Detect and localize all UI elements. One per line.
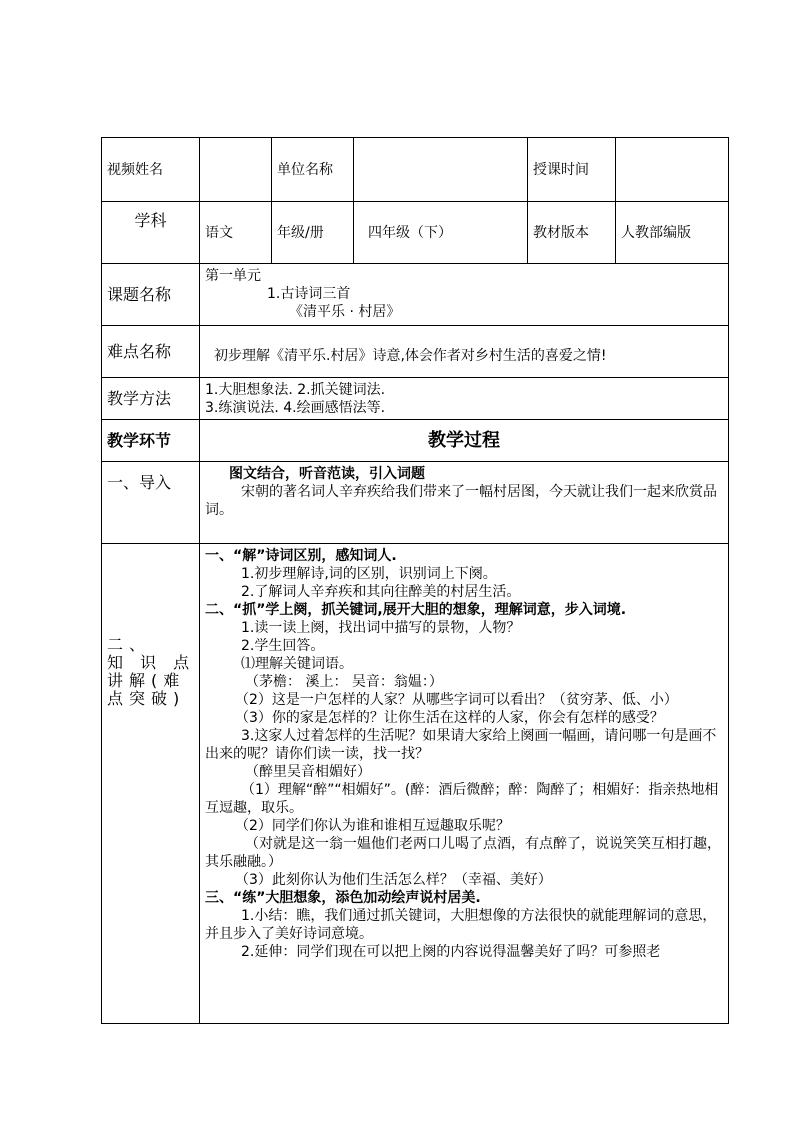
grade-label: 年级/册 xyxy=(272,202,354,264)
intro-label: 一、导入 xyxy=(102,462,200,544)
knowledge-lines xyxy=(205,547,723,1021)
row-method xyxy=(102,378,729,420)
knowledge-line: 2.学生回答。 xyxy=(241,638,325,654)
knowledge-line: 2.了解词人辛弃疾和其向往醉美的村居生活。 xyxy=(241,584,521,600)
grade-value: 四年级（下） xyxy=(354,202,528,264)
knowledge-label-line-4: 点突破) xyxy=(107,689,186,708)
lesson-plan-table xyxy=(101,137,729,1024)
knowledge-label-line-3: 讲解(难 xyxy=(107,671,186,690)
unit-name-label: 单位名称 xyxy=(272,138,354,202)
knowledge-line: 1.初步理解诗,词的区别，识别词上下阕。 xyxy=(241,566,497,582)
intro-text: 宋朝的著名词人辛弃疾给我们带来了一幅村居图，今天就让我们一起来欣赏品词。 xyxy=(205,484,717,518)
subject-label: 学科 xyxy=(102,202,200,264)
method-line-2: 3.练演说法. 4.绘画感悟法等. xyxy=(205,399,386,416)
process-header: 教学过程 xyxy=(200,420,729,462)
topic-label: 课题名称 xyxy=(102,264,200,326)
knowledge-line: （2）同学们你认为谁和谁相互逗趣取乐呢？ xyxy=(235,818,510,834)
topic-line-poem: 《清平乐 · 村居》 xyxy=(289,304,401,320)
knowledge-line: （茅檐： 溪上： 吴音：翁媪：） xyxy=(245,674,443,690)
knowledge-line: （3）此刻你认为他们生活怎么样？（幸福、美好） xyxy=(235,872,552,888)
video-name-label: 视频姓名 xyxy=(102,138,200,202)
knowledge-content xyxy=(200,544,729,1024)
method-line-1: 1.大胆想象法. 2.抓关键词法. xyxy=(205,381,386,398)
knowledge-line: （1）理解“醉”“相媚好”。(醉：酒后微醉；醉：陶醉了；相媚好：指亲热地相互逗趣，取乐。 xyxy=(205,782,719,816)
topic-value xyxy=(200,264,729,326)
video-name-value xyxy=(200,138,272,202)
knowledge-line: 一、“解”诗词区别，感知词人. xyxy=(205,548,397,564)
knowledge-line: （醉里吴音相媚好） xyxy=(245,764,371,780)
row-knowledge xyxy=(102,544,729,1024)
method-label: 教学方法 xyxy=(102,378,200,420)
time-label: 授课时间 xyxy=(528,138,616,202)
intro-title: 图文结合，听音范读，引入词题 xyxy=(229,466,425,482)
knowledge-line: 二、“抓”学上阕，抓关键词,展开大胆的想象，理解词意，步入词境. xyxy=(205,602,627,618)
row-basic-info xyxy=(102,138,729,202)
knowledge-line: 3.这家人过着怎样的生活呢？如果请大家给上阕画一幅画，请问哪一句是画不出来的呢？请你们读一读，找一找？ xyxy=(205,728,717,762)
row-intro xyxy=(102,462,729,544)
row-topic xyxy=(102,264,729,326)
knowledge-line: 1.小结：瞧，我们通过抓关键词，大胆想像的方法很快的就能理解词的意思，并且步入了美好诗词意境。 xyxy=(205,908,717,942)
knowledge-line: 2.延伸：同学们现在可以把上阕的内容说得温馨美好了吗？可参照老 xyxy=(241,944,661,960)
topic-line-lesson: 1.古诗词三首 xyxy=(267,286,351,302)
unit-name-value xyxy=(354,138,528,202)
topic-line-unit: 第一单元 xyxy=(205,268,261,284)
knowledge-line: ⑴理解关键词语。 xyxy=(241,656,353,672)
knowledge-line: （3）你的家是怎样的？让你生活在这样的人家，你会有怎样的感受？ xyxy=(235,710,664,726)
knowledge-label-line-1: 二、 xyxy=(107,635,152,654)
intro-content xyxy=(200,462,729,544)
difficulty-label: 难点名称 xyxy=(102,326,200,378)
difficulty-value: 初步理解《清平乐.村居》诗意,体会作者对乡村生活的喜爱之情! xyxy=(200,326,729,378)
subject-value: 语文 xyxy=(200,202,272,264)
stage-header: 教学环节 xyxy=(102,420,200,462)
row-difficulty xyxy=(102,326,729,378)
knowledge-line: （2）这是一户怎样的人家？从哪些字词可以看出？（贫穷茅、低、小） xyxy=(235,692,678,708)
knowledge-line: 1.读一读上阕，找出词中描写的景物，人物？ xyxy=(241,620,521,636)
knowledge-label xyxy=(102,544,200,1024)
knowledge-line: 三、“练”大胆想象，添色加动绘声说村居美. xyxy=(205,890,481,906)
edition-label: 教材版本 xyxy=(528,202,616,264)
time-value xyxy=(616,138,729,202)
knowledge-label-line-2: 知 识 点 xyxy=(107,653,196,672)
edition-value: 人教部编版 xyxy=(616,202,729,264)
knowledge-line: （对就是这一翁一媪他们老两口儿喝了点酒，有点醉了，说说笑笑互相打趣，其乐融融。） xyxy=(205,836,721,870)
row-subject xyxy=(102,202,729,264)
method-value xyxy=(200,378,729,420)
row-header xyxy=(102,420,729,462)
